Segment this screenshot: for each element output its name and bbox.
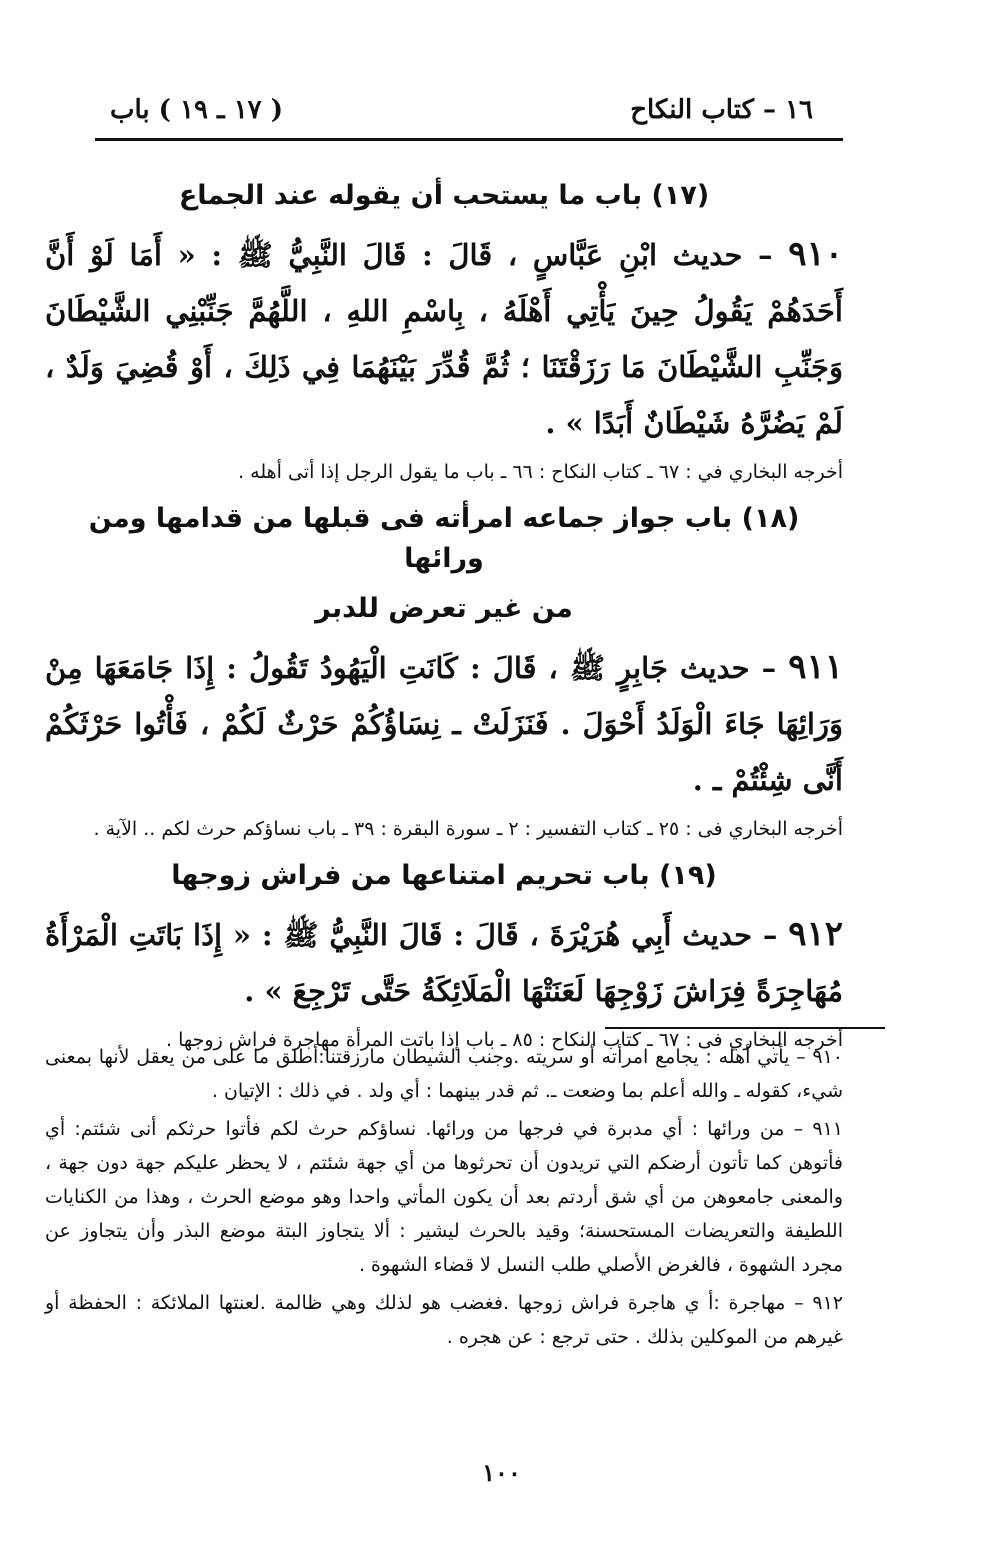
section-18 [45,499,843,846]
hadith-number: ٩١١ [788,647,843,687]
hadith-source: أخرجه البخاري فى : ٢٥ ـ كتاب التفسير : ٢ ـ سورة البقرة : ٣٩ ـ باب نساؤكم حرث لكم .. الآية . [93,818,843,840]
footnote-910: ٩١٠ – يأتي أهله : يجامع امرأته أو سريته .وجنب الشيطان مارزقتنا:أطلق ما على من يعقل لأنها بمعنى شيء، كقوله ـ والله أعلم بما وضعت ـ. ثم قدر بينهما : أي ولد . في ذلك : الإتيان . [45,1046,843,1102]
section-title: (١٧) باب ما يستحب أن يقوله عند الجماع [178,180,710,211]
hadith-source: أخرجه البخاري فى : ٦٧ ـ كتاب النكاح : ٨٥ ـ باب إذا باتت المرأة مهاجرة فراش زوجها . [166,1029,843,1051]
section-title: (١٩) باب تحريم امتناعها من فراش زوجها [171,860,717,891]
header-divider [95,138,843,141]
hadith-910 [45,226,843,451]
hadith-911 [45,639,843,808]
page-number: ١٠٠ [482,1458,521,1487]
footnote-911: ٩١١ – من ورائها : أي مدبرة في فرجها من ورائها. نساؤكم حرث لكم فأتوا حرثكم أنى شئتم: أي فأتوهن كما تأتون أرضكم التي تريدون أن تحرثوها من أي جهة شئتم ، لا يحظر عليكم جهة دون جهة ، والمعنى جامعوهن من أي شق أردتم بعد أن يكون المأتي واحدا وهو موضع الحرث ، وهذا من الكنايات اللطيفة والتعريضات المستحسنة؛ وقيد بالحرث ليشير : ألا يتجاوز البتة موضع البذر وأن يتجاوز عن مجرد الشهوة ، فالغرض الأصلي طلب النسل لا قضاء الشهوة . [45,1118,843,1276]
hadith-text: – حديث ابْنِ عَبَّاسٍ ، قَالَ : قَالَ النَّبِيُّ ﷺ : « أَمَا لَوْ أَنَّ أَحَدَهُمْ يَقُولُ حِينَ يَأْتِي أَهْلَهُ ، بِاسْمِ اللهِ ، اللَّهُمَّ جَنِّبْنِي الشَّيْطَانَ وَجَنِّبِ الشَّيْطَانَ مَا رَزَقْتَنَا ؛ ثُمَّ قُدِّرَ بَيْنَهُمَا فِي ذَلِكَ ، أَوْ قُضِيَ وَلَدٌ ، لَمْ يَضُرَّهُ شَيْطَانٌ أَبَدًا » . [45,238,843,440]
hadith-source: أخرجه البخاري في : ٦٧ ـ كتاب النكاح : ٦٦ ـ باب ما يقول الرجل إذا أتى أهله . [238,461,843,483]
header-bab-range: ( ١٧ ـ ١٩ ) باب [110,95,284,125]
footnotes-divider [605,1027,885,1029]
hadith-text: – حديث أَبِي هُرَيْرَةَ ، قَالَ : قَالَ النَّبِيُّ ﷺ : « إِذَا بَاتَتِ الْمَرْأَةُ مُهَاجِرَةً فِرَاشَ زَوْجِهَا لَعَنَتْهَا الْمَلَائِكَةُ حَتَّى تَرْجِعَ » . [45,918,843,1008]
hadith-text: – حديث جَابِرٍ ﷺ ، قَالَ : كَانَتِ الْيَهُودُ تَقُولُ : إِذَا جَامَعَهَا مِنْ وَرَائِهَا جَاءَ الْوَلَدُ أَحْوَلَ . فَنَزَلَتْ ـ نِسَاؤُكُمْ حَرْثٌ لَكُمْ ، فَأْتُوا حَرْثَكُمْ أَنَّى شِئْتُمْ ـ . [45,651,843,797]
footnote-912: ٩١٢ – مهاجرة :أ ي هاجرة فراش زوجها .فغضب هو لذلك وهي ظالمة .لعنتها الملائكة : الحفظة أو غيرهم من الموكلين بذلك . حتى ترجع : عن هجره . [45,1292,843,1348]
hadith-number: ٩١٢ [788,914,843,954]
main-content [45,168,843,1067]
hadith-number: ٩١٠ [788,234,843,274]
section-17 [45,176,843,489]
footnotes [45,1040,843,1358]
section-subtitle: من غير تعرض للدبر [315,593,573,624]
section-title: (١٨) باب جواز جماعه امرأته فى قبلها من قدامها ومن ورائها [88,503,800,574]
hadith-912 [45,906,843,1019]
page-header [110,88,813,132]
header-chapter: ١٦ – كتاب النكاح [630,95,813,125]
